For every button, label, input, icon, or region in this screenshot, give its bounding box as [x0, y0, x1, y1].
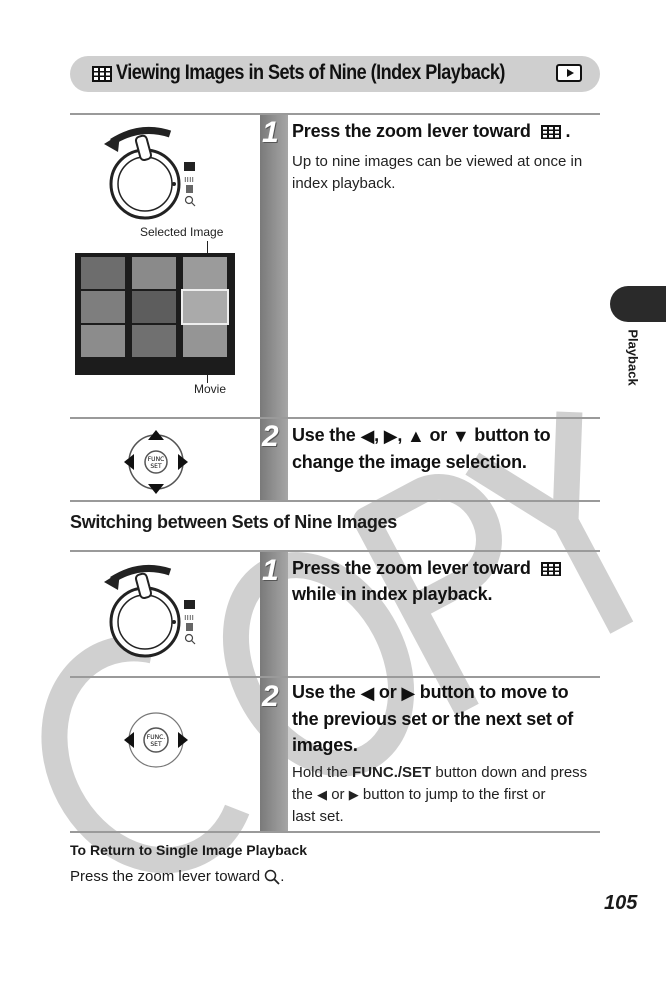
- step-number: 1: [262, 116, 279, 149]
- right-arrow-icon: ▶: [348, 787, 359, 803]
- step-description: Up to nine images can be viewed at once in index playback.: [292, 153, 583, 192]
- svg-text:SET: SET: [150, 741, 162, 748]
- step-title: Press the zoom lever toward while in index playback.: [292, 555, 597, 607]
- title-banner: [70, 56, 600, 92]
- divider: [70, 113, 600, 115]
- magnifier-icon: [264, 869, 280, 885]
- left-arrow-icon: ◀: [360, 683, 375, 704]
- left-right-controller-illustration: [122, 706, 190, 774]
- chapter-label: Playback: [625, 329, 641, 386]
- step-title: Press the zoom lever toward .: [292, 121, 571, 141]
- index-playback-icon: [540, 124, 562, 140]
- step-number: 1: [262, 554, 279, 587]
- selected-image-caption: Selected Image: [140, 225, 224, 239]
- down-arrow-icon: ▼: [451, 426, 470, 447]
- index-thumbnail-grid: [75, 253, 235, 375]
- right-arrow-icon: ▶: [401, 683, 415, 704]
- page-number: 105: [604, 892, 638, 914]
- divider: [70, 831, 600, 833]
- playback-mode-icon: [556, 64, 582, 82]
- step-title: Use the ◀ or ▶ button to move to the previous set or the next set of images.: [292, 682, 574, 756]
- note-heading: To Return to Single Image Playback: [70, 842, 308, 858]
- zoom-lever-illustration: [100, 122, 210, 222]
- svg-text:FUNC.: FUNC.: [146, 734, 166, 741]
- zoom-lever-illustration: [100, 560, 210, 660]
- right-arrow-icon: ▶: [383, 426, 398, 447]
- divider: [70, 500, 600, 502]
- four-way-controller-illustration: [122, 428, 190, 496]
- movie-caption: Movie: [194, 382, 227, 396]
- left-arrow-icon: ◀: [317, 787, 328, 803]
- up-arrow-icon: ▲: [407, 426, 425, 447]
- step-description: Hold the FUNC./SET button down and press the ◀ or ▶ button to jump to the first or last set.: [292, 764, 588, 826]
- divider: [70, 550, 600, 552]
- svg-text:ıııı: ıııı: [184, 613, 195, 623]
- left-arrow-icon: ◀: [360, 426, 375, 447]
- divider: [70, 417, 600, 419]
- step-title: Use the ◀, ▶, ▲ or ▼ button to change the image selection.: [292, 425, 551, 473]
- svg-text:FUNC: FUNC: [147, 456, 165, 463]
- svg-text:ıııı: ıııı: [184, 175, 195, 185]
- note-text: Press the zoom lever toward .: [70, 868, 285, 885]
- index-playback-icon: [540, 561, 562, 577]
- section-heading: Switching between Sets of Nine Images: [70, 512, 397, 532]
- index-playback-icon: [92, 66, 112, 82]
- step-column: [260, 115, 288, 417]
- step-number: 2: [262, 680, 279, 713]
- step-number: 2: [262, 420, 279, 453]
- svg-text:SET: SET: [150, 463, 162, 470]
- divider: [70, 676, 600, 678]
- page-title: Viewing Images in Sets of Nine (Index Playback): [116, 61, 505, 84]
